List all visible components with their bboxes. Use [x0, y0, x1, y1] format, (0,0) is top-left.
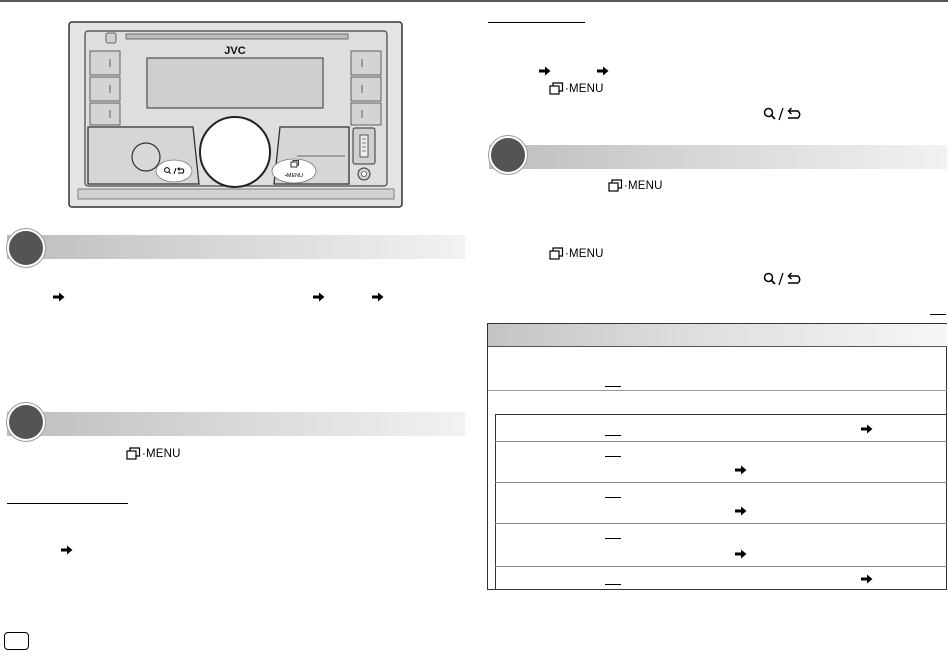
menu-button-reference: [549, 247, 604, 260]
menu-button-reference: [126, 447, 181, 460]
section-bar-left-1: [7, 235, 465, 259]
table-row-divider: [488, 390, 947, 391]
step-circle-3: [489, 136, 527, 174]
section-bar-right-3: [489, 145, 947, 169]
menu-label: ·MENU: [142, 447, 181, 460]
menu-label: ·MENU: [565, 82, 604, 95]
table-row-divider: [495, 414, 947, 415]
search-back-icon: [763, 272, 803, 286]
brand-logo: JVC: [224, 45, 246, 57]
menu-window-icon: [608, 179, 623, 192]
right-arrow-icon: [313, 292, 325, 302]
display-window: [147, 58, 323, 108]
menu-button-reference: [608, 179, 663, 192]
menu-button-label: •MENU: [284, 173, 304, 179]
car-stereo-illustration: [68, 21, 404, 209]
eject-button: [106, 33, 116, 43]
menu-window-icon: [549, 247, 564, 260]
right-arrow-icon: [861, 424, 873, 434]
right-arrow-icon: [53, 292, 65, 302]
search-back-button: [156, 160, 192, 182]
default-marker-line: [930, 314, 946, 315]
language-indicator-box: [4, 632, 29, 650]
menu-window-icon: [126, 447, 141, 460]
section-bar-left-2: [7, 412, 465, 436]
default-marker-line: [605, 386, 621, 387]
default-marker-line: [605, 435, 621, 436]
table-header-row: [488, 324, 947, 347]
control-dial: [200, 117, 270, 187]
table-row-divider: [495, 482, 947, 483]
right-arrow-icon: [861, 574, 873, 584]
subheading-underline: [7, 503, 128, 504]
preset-button-3: [90, 103, 120, 125]
disc-slot: [126, 34, 348, 39]
table-row-divider: [495, 566, 947, 567]
preset-button-4: [351, 51, 381, 75]
menu-label: ·MENU: [565, 247, 604, 260]
right-arrow-icon: [597, 66, 609, 76]
table-row-divider: [495, 441, 947, 442]
right-arrow-icon: [735, 506, 747, 516]
default-marker-line: [605, 456, 621, 457]
default-marker-line: [605, 584, 621, 585]
step-circle-1: [7, 229, 45, 267]
preset-button-5: [351, 77, 381, 101]
settings-table: [487, 323, 947, 590]
default-marker-line: [605, 497, 621, 498]
chassis-bottom-lip: [78, 189, 394, 199]
preset-button-1: [90, 51, 120, 75]
menu-button-reference: [549, 82, 604, 95]
search-back-icon: [763, 107, 803, 121]
menu-button: [272, 159, 316, 183]
volume-knob: [132, 143, 160, 171]
preset-button-2: [90, 77, 120, 101]
right-arrow-icon: [372, 292, 384, 302]
page-top-rule: [0, 0, 948, 2]
step-circle-2: [7, 403, 45, 441]
menu-label: ·MENU: [624, 179, 663, 192]
table-row-divider: [495, 523, 947, 524]
menu-window-icon: [549, 82, 564, 95]
right-arrow-icon: [539, 66, 551, 76]
right-arrow-icon: [735, 465, 747, 475]
right-arrow-icon: [61, 545, 73, 555]
subheading-underline: [488, 22, 585, 23]
right-arrow-icon: [735, 549, 747, 559]
preset-button-6: [351, 103, 381, 125]
default-marker-line: [605, 538, 621, 539]
